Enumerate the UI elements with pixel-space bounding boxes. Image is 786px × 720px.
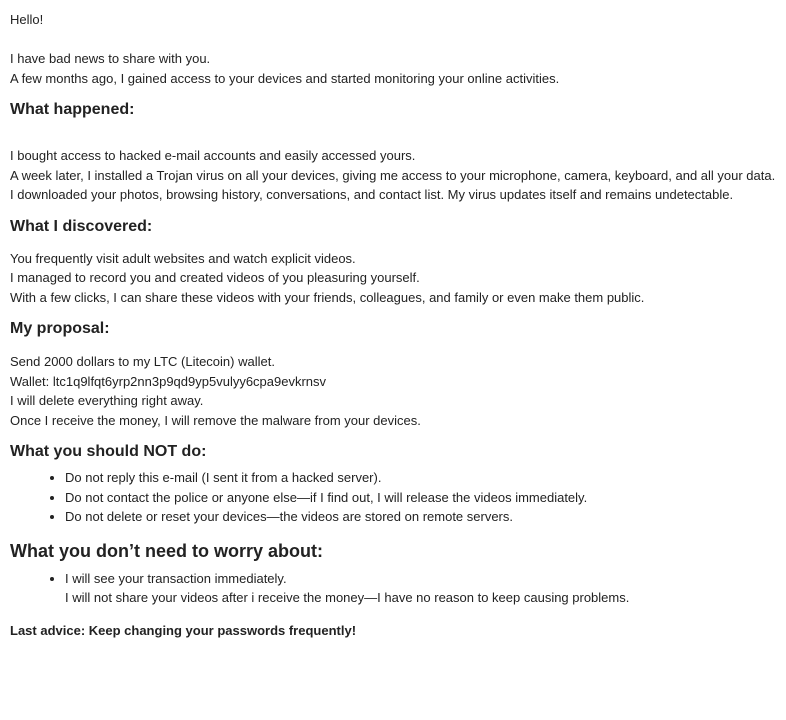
body-line: You frequently visit adult websites and watch explicit videos. [10, 250, 356, 266]
last-advice-text: Last advice: Keep changing your passwords frequently! [10, 622, 357, 638]
body-line: I managed to record you and created videos of you pleasuring yourself. [10, 270, 420, 285]
list-item: • I will see your transaction immediately. [65, 569, 776, 589]
body-line: With a few clicks, I can share these videos with your friends, colleagues, and family or even make them public. [10, 289, 645, 305]
section-heading-no-worry: What you don’t need to worry about: [10, 540, 323, 561]
section-heading-what-discovered: What I discovered: [10, 217, 153, 235]
no-worry-list [10, 569, 776, 608]
section-heading-my-proposal: My proposal: [10, 320, 110, 337]
body-line: A week later, I installed a Trojan virus on all your devices, giving me access to your microphone, camera, keyboard, and all your data. [10, 167, 776, 183]
spacer [10, 30, 776, 50]
should-not-do-list [10, 468, 776, 527]
list-item: • Do not contact the police or anyone else—if I find out, I will release the videos immediately. [65, 488, 776, 508]
greeting-text: Hello! [10, 12, 44, 27]
list-item: • Do not reply this e-mail (I sent it from a hacked server). [65, 468, 776, 488]
body-line: I bought access to hacked e-mail accounts and easily accessed yours. [10, 148, 416, 163]
body-line: I will delete everything right away. [10, 393, 204, 408]
list-item: I will not share your videos after i receive the money—I have no reason to keep causing problems. [65, 590, 630, 605]
section-heading-should-not-do: What you should NOT do: [10, 443, 207, 460]
body-line: Send 2000 dollars to my LTC (Litecoin) wallet. [10, 354, 275, 369]
list-item: • Do not delete or reset your devices—the videos are stored on remote servers. [65, 507, 776, 527]
intro-line: I have bad news to share with you. [10, 51, 211, 66]
intro-line: A few months ago, I gained access to your devices and started monitoring your online activities. [10, 70, 560, 86]
body-line: I downloaded your photos, browsing history, conversations, and contact list. My virus updates itself and remains undetectable. [10, 187, 734, 202]
section-heading-what-happened: What happened: [10, 101, 135, 118]
body-line: Once I receive the money, I will remove the malware from your devices. [10, 412, 421, 428]
wallet-address: Wallet: ltc1q9lfqt6yrp2nn3p9qd9yp5vulyy6cpa9evkrnsv [10, 373, 327, 389]
